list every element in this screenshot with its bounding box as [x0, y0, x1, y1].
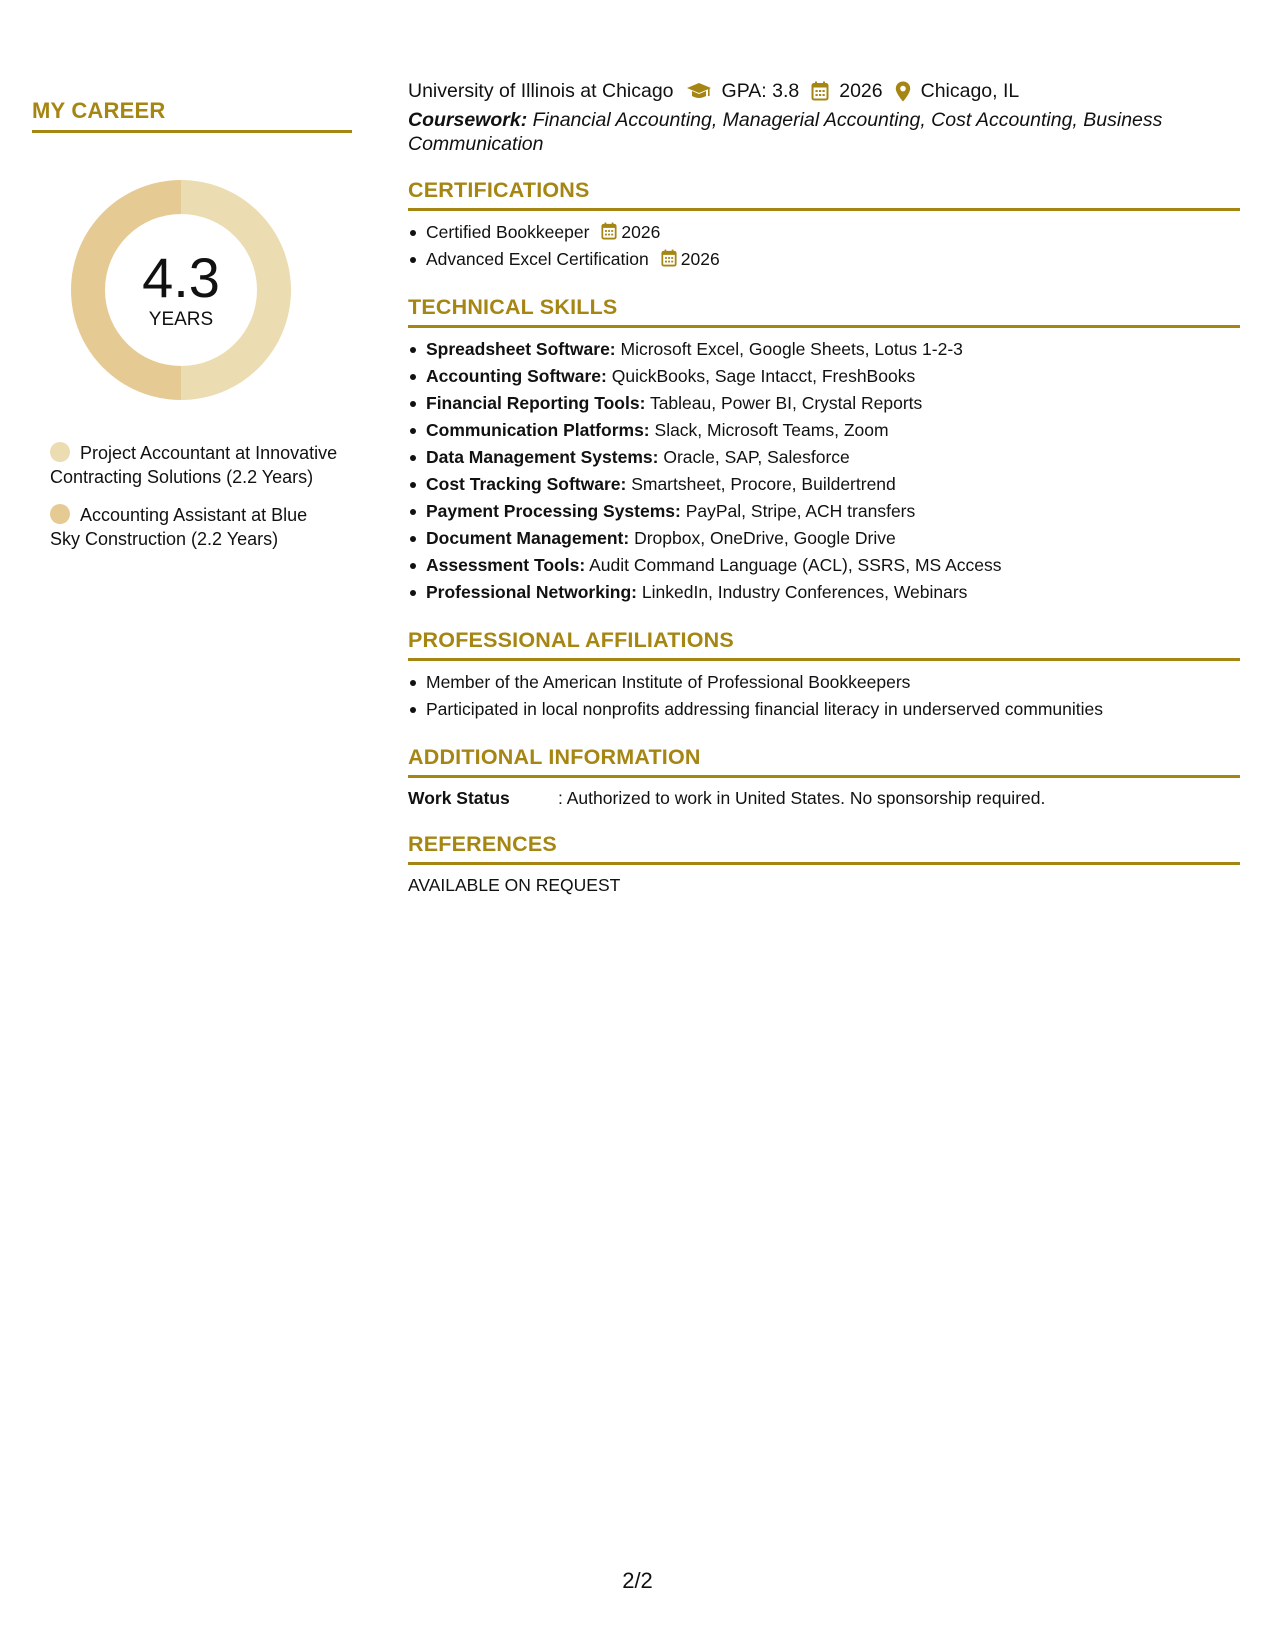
skills-section	[408, 295, 1240, 606]
skill-label: Spreadsheet Software:	[426, 339, 616, 359]
skill-value: Oracle, SAP, Salesforce	[663, 447, 850, 467]
education-school: University of Illinois at Chicago	[408, 80, 674, 102]
career-legend-item	[50, 441, 340, 489]
skill-item	[426, 336, 1240, 363]
references-title: REFERENCES	[408, 832, 1240, 865]
donut-center	[66, 175, 296, 405]
certification-year: 2026	[621, 222, 661, 242]
affiliation-item: Member of the American Institute of Professional Bookkeepers	[426, 669, 1240, 696]
skill-item	[426, 417, 1240, 444]
page-number: 2/2	[622, 1568, 653, 1593]
career-legend-label: Project Accountant at Innovative Contracting Solutions (2.2 Years)	[50, 443, 338, 487]
certification-name: Certified Bookkeeper	[426, 222, 590, 242]
career-legend-item	[50, 503, 340, 551]
location-pin-icon	[895, 81, 911, 102]
skill-value: Tableau, Power BI, Crystal Reports	[649, 393, 923, 413]
affiliations-title: PROFESSIONAL AFFILIATIONS	[408, 628, 1240, 661]
skill-value: QuickBooks, Sage Intacct, FreshBooks	[611, 366, 916, 386]
education-location: Chicago, IL	[920, 80, 1020, 102]
career-legend-label: Accounting Assistant at Blue Sky Construction (2.2 Years)	[50, 505, 308, 549]
skill-value: PayPal, Stripe, ACH transfers	[685, 501, 916, 521]
legend-dot-icon	[50, 442, 70, 462]
skill-label: Payment Processing Systems:	[426, 501, 681, 521]
graduation-cap-icon	[686, 82, 712, 100]
references-text: AVAILABLE ON REQUEST	[408, 875, 621, 895]
calendar-icon	[661, 249, 677, 267]
skill-item	[426, 552, 1240, 579]
certification-year: 2026	[680, 249, 720, 269]
education-year: 2026	[839, 80, 883, 102]
references-section	[408, 832, 1240, 896]
skill-item	[426, 579, 1240, 606]
certifications-list	[408, 219, 1240, 273]
skills-list	[408, 336, 1240, 606]
calendar-icon	[601, 222, 617, 240]
additional-title: ADDITIONAL INFORMATION	[408, 745, 1240, 778]
coursework-list: Financial Accounting, Managerial Accounting, Cost Accounting, Business Communication	[408, 109, 1163, 155]
skill-value: Audit Command Language (ACL), SSRS, MS Access	[589, 555, 1002, 575]
education-line	[408, 78, 1240, 104]
skill-item	[426, 444, 1240, 471]
certifications-title: CERTIFICATIONS	[408, 178, 1240, 211]
calendar-icon	[811, 81, 829, 101]
skill-label: Assessment Tools:	[426, 555, 586, 575]
skill-label: Cost Tracking Software:	[426, 474, 627, 494]
career-donut-chart	[66, 175, 296, 405]
skill-label: Accounting Software:	[426, 366, 607, 386]
left-column	[32, 98, 352, 565]
right-column	[408, 78, 1240, 896]
certification-name: Advanced Excel Certification	[426, 249, 649, 269]
coursework-label: Coursework:	[408, 109, 528, 131]
affiliation-item: Participated in local nonprofits addressing financial literacy in underserved communities	[426, 696, 1240, 723]
career-total-unit: YEARS	[148, 309, 214, 330]
skill-label: Document Management:	[426, 528, 630, 548]
skill-value: Dropbox, OneDrive, Google Drive	[634, 528, 896, 548]
skill-value: Smartsheet, Procore, Buildertrend	[631, 474, 896, 494]
education-gpa: GPA: 3.8	[721, 80, 800, 102]
skill-item	[426, 363, 1240, 390]
certifications-section	[408, 178, 1240, 273]
career-section-title: MY CAREER	[32, 98, 352, 133]
skill-item	[426, 471, 1240, 498]
education-coursework	[408, 108, 1240, 156]
work-status-label: Work Status	[408, 788, 510, 808]
skill-label: Data Management Systems:	[426, 447, 659, 467]
skill-value: Slack, Microsoft Teams, Zoom	[654, 420, 889, 440]
skill-item	[426, 390, 1240, 417]
skill-label: Professional Networking:	[426, 582, 638, 602]
skill-value: LinkedIn, Industry Conferences, Webinars	[641, 582, 968, 602]
work-status-value: : Authorized to work in United States. No sponsorship required.	[558, 788, 1046, 808]
skill-label: Financial Reporting Tools:	[426, 393, 646, 413]
skill-item	[426, 498, 1240, 525]
skill-label: Communication Platforms:	[426, 420, 650, 440]
career-legend	[50, 441, 340, 551]
work-status-row	[408, 786, 1240, 810]
skills-title: TECHNICAL SKILLS	[408, 295, 1240, 328]
certification-item	[426, 219, 1240, 246]
career-total-value: 4.3	[142, 246, 220, 309]
skill-value: Microsoft Excel, Google Sheets, Lotus 1-2-3	[620, 339, 963, 359]
skill-item	[426, 525, 1240, 552]
certification-item	[426, 246, 1240, 273]
affiliations-section	[408, 628, 1240, 723]
affiliations-list	[408, 669, 1240, 723]
additional-section	[408, 745, 1240, 810]
legend-dot-icon	[50, 504, 70, 524]
